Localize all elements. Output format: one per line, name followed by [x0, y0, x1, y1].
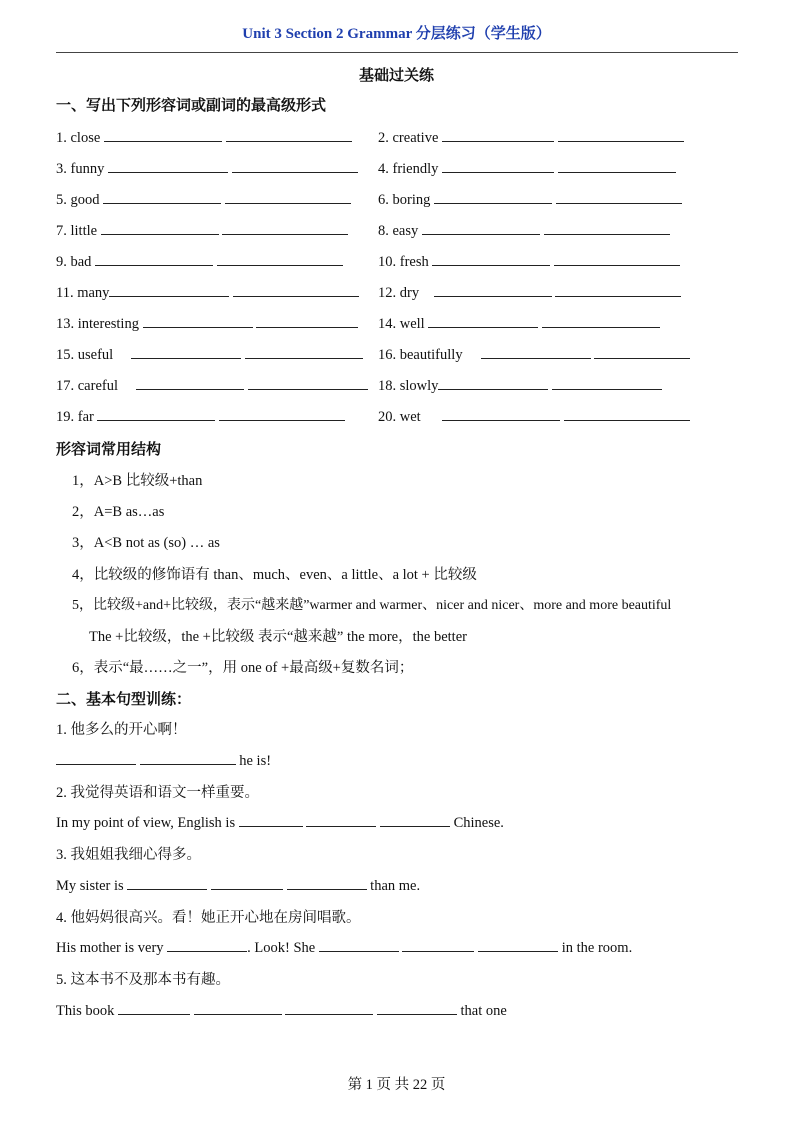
answer-blank[interactable] — [248, 375, 368, 390]
answer-blank[interactable] — [233, 282, 359, 297]
structures-title: 形容词常用结构 — [56, 442, 162, 458]
answer-blank[interactable] — [555, 282, 681, 297]
answer-blank[interactable] — [127, 875, 207, 890]
page-footer: 第 1 页 共 22 页 — [347, 1077, 446, 1093]
answer-blank[interactable] — [319, 937, 399, 952]
answer-blank[interactable] — [211, 875, 283, 890]
exercise-item-10: 10. fresh — [378, 251, 680, 271]
structure-line-6: 6，表示“最……之一”，用 one of +最高级+复数名词； — [72, 660, 414, 676]
exercise-item-19: 19. far — [56, 406, 345, 426]
answer-blank[interactable] — [194, 1000, 282, 1015]
section2-title: 二、基本句型训练： — [56, 692, 192, 708]
exercise-item-13: 13. interesting — [56, 313, 358, 333]
answer-blank[interactable] — [103, 189, 221, 204]
exercise-item-5: 5. good — [56, 189, 351, 209]
question-4-answer: His mother is very . Look! She in the room. — [56, 937, 632, 957]
exercise-item-4: 4. friendly — [378, 158, 676, 178]
answer-blank[interactable] — [143, 313, 253, 328]
header-divider — [56, 52, 738, 53]
answer-blank[interactable] — [380, 812, 450, 827]
question-4-prompt: 4. 他妈妈很高兴。看！她正开心地在房间唱歌。 — [56, 910, 361, 926]
question-2-prompt: 2. 我觉得英语和语文一样重要。 — [56, 785, 259, 801]
answer-blank[interactable] — [287, 875, 367, 890]
question-2-answer: In my point of view, English is Chinese. — [56, 812, 504, 832]
answer-blank[interactable] — [442, 127, 554, 142]
answer-blank[interactable] — [544, 220, 670, 235]
structure-line-5b: The +比较级，the +比较级 表示“越来越” the more，the better — [89, 629, 467, 645]
question-5-prompt: 5. 这本书不及那本书有趣。 — [56, 972, 230, 988]
answer-blank[interactable] — [552, 375, 662, 390]
answer-blank[interactable] — [422, 220, 540, 235]
section1-title: 一、写出下列形容词或副词的最高级形式 — [56, 98, 327, 114]
answer-blank[interactable] — [434, 189, 552, 204]
question-5-answer: This book that one — [56, 1000, 507, 1020]
answer-blank[interactable] — [104, 127, 222, 142]
answer-blank[interactable] — [442, 406, 560, 421]
exercise-item-17: 17. careful — [56, 375, 368, 395]
answer-blank[interactable] — [438, 375, 548, 390]
structure-line-4: 4，比较级的修饰语有 than、much、even、a little、a lot + 比较级 — [72, 567, 477, 583]
answer-blank[interactable] — [97, 406, 215, 421]
answer-blank[interactable] — [306, 812, 376, 827]
exercise-item-2: 2. creative — [378, 127, 684, 147]
exercise-item-9: 9. bad — [56, 251, 343, 271]
answer-blank[interactable] — [226, 127, 352, 142]
answer-blank[interactable] — [564, 406, 690, 421]
answer-blank[interactable] — [434, 282, 552, 297]
answer-blank[interactable] — [95, 251, 213, 266]
answer-blank[interactable] — [285, 1000, 373, 1015]
answer-blank[interactable] — [245, 344, 363, 359]
answer-blank[interactable] — [481, 344, 591, 359]
answer-blank[interactable] — [554, 251, 680, 266]
answer-blank[interactable] — [131, 344, 241, 359]
answer-blank[interactable] — [558, 127, 684, 142]
answer-blank[interactable] — [542, 313, 660, 328]
answer-blank[interactable] — [556, 189, 682, 204]
exercise-item-20: 20. wet — [378, 406, 690, 426]
answer-blank[interactable] — [217, 251, 343, 266]
exercise-item-12: 12. dry — [378, 282, 681, 302]
question-1-answer: he is! — [56, 750, 271, 770]
structure-line-1: 1，A>B 比较级+than — [72, 473, 203, 489]
structure-line-3: 3，A<B not as (so) … as — [72, 535, 220, 551]
answer-blank[interactable] — [256, 313, 358, 328]
answer-blank[interactable] — [478, 937, 558, 952]
question-1-prompt: 1. 他多么的开心啊！ — [56, 722, 187, 738]
question-3-prompt: 3. 我姐姐我细心得多。 — [56, 847, 201, 863]
answer-blank[interactable] — [594, 344, 690, 359]
exercise-item-7: 7. little — [56, 220, 348, 240]
answer-blank[interactable] — [118, 1000, 190, 1015]
exercise-item-3: 3. funny — [56, 158, 358, 178]
answer-blank[interactable] — [108, 158, 228, 173]
exercise-item-6: 6. boring — [378, 189, 682, 209]
answer-blank[interactable] — [225, 189, 351, 204]
answer-blank[interactable] — [432, 251, 550, 266]
structure-line-5: 5，比较级+and+比较级，表示“越来越”warmer and warmer、nicer and nicer、more and more beautiful — [72, 598, 672, 613]
exercise-item-15: 15. useful — [56, 344, 363, 364]
structure-line-2: 2，A=B as…as — [72, 504, 165, 520]
exercise-item-8: 8. easy — [378, 220, 670, 240]
answer-blank[interactable] — [232, 158, 358, 173]
answer-blank[interactable] — [239, 812, 303, 827]
answer-blank[interactable] — [219, 406, 345, 421]
exercise-item-11: 11. many — [56, 282, 359, 302]
answer-blank[interactable] — [136, 375, 244, 390]
question-3-answer: My sister is than me. — [56, 875, 420, 895]
answer-blank[interactable] — [442, 158, 554, 173]
answer-blank[interactable] — [56, 750, 136, 765]
answer-blank[interactable] — [402, 937, 474, 952]
answer-blank[interactable] — [428, 313, 538, 328]
page-header-title: Unit 3 Section 2 Grammar 分层练习（学生版） — [242, 26, 551, 42]
answer-blank[interactable] — [109, 282, 229, 297]
level-title: 基础过关练 — [358, 68, 434, 84]
answer-blank[interactable] — [377, 1000, 457, 1015]
answer-blank[interactable] — [140, 750, 236, 765]
answer-blank[interactable] — [222, 220, 348, 235]
exercise-item-18: 18. slowly — [378, 375, 662, 395]
exercise-item-14: 14. well — [378, 313, 660, 333]
answer-blank[interactable] — [558, 158, 676, 173]
answer-blank[interactable] — [167, 937, 247, 952]
exercise-item-1: 1. close — [56, 127, 352, 147]
exercise-item-16: 16. beautifully — [378, 344, 690, 364]
answer-blank[interactable] — [101, 220, 219, 235]
